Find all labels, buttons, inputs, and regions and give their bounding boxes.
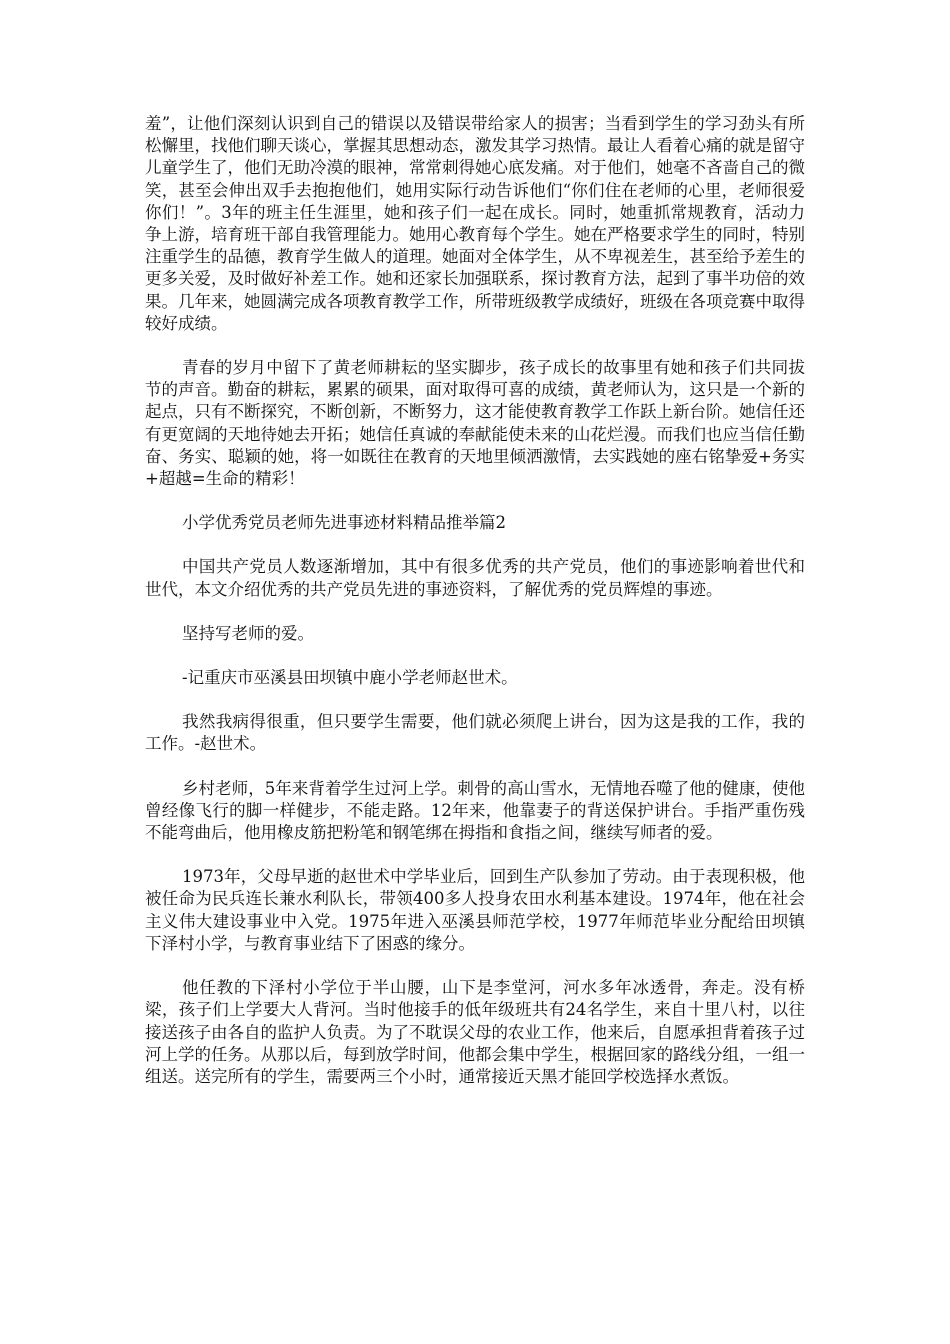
paragraph-10: 他任教的下泽村小学位于半山腰，山下是李堂河，河水多年冰透骨，奔走。没有桥梁，孩子们上学要大人背河。当时他接手的低年级班共有24名学生，来自十里八村，以往接送孩子由各自的监护人负责。为了不耽误父母的农业工作，他来后，自愿承担背着孩子过河上学的任务。从那以后，每到放学时间，他都会集中学生，根据回家的路线分组，一组一组送。送完所有的学生，需要两三个小时，通常接近天黑才能回学校选择水煮饭。	[145, 978, 805, 1086]
paragraph-2: 青春的岁月中留下了黄老师耕耘的坚实脚步，孩子成长的故事里有她和孩子们共同拔节的声音。勤奋的耕耘，累累的硕果，面对取得可喜的成绩，黄老师认为，这只是一个新的起点，只有不断探究，不断创新，不断努力，这才能使教育教学工作跃上新台阶。她信任还有更宽阔的天地待她去开拓；她信任真诚的奉献能使未来的山花烂漫。而我们也应当信任勤奋、务实、聪颖的她，将一如既往在教育的天地里倾洒激情，去实践她的座右铭挚爱+务实+超越=生命的精彩！	[145, 358, 805, 489]
paragraph-4: 中国共产党员人数逐渐增加，其中有很多优秀的共产党员，他们的事迹影响着世代和世代，本文介绍优秀的共产党员先进的事迹资料，了解优秀的党员辉煌的事迹。	[145, 557, 805, 599]
section-heading: 小学优秀党员老师先进事迹材料精品推举篇2	[182, 513, 506, 533]
paragraph-1: 羞”，让他们深刻认识到自己的错误以及错误带给家人的损害；当看到学生的学习劲头有所松懈里，找他们聊天谈心，掌握其思想动态，激发其学习热情。最让人看着心痛的就是留守儿童学生了，他们无助冷漠的眼神，常常刺得她心底发痛。对于他们，她毫不吝啬自己的微笑，甚至会伸出双手去抱抱他们，她用实际行动告诉他们“你们住在老师的心里，老师很爱你们！”。3年的班主任生涯里，她和孩子们一起在成长。同时，她重抓常规教育，活动力争上游，培育班干部自我管理能力。她用心教育每个学生。她在严格要求学生的同时，特别注重学生的品德，教育学生做人的道理。她面对全体学生，从不卑视差生，甚至给予差生的更多关爱，及时做好补差工作。她和还家长加强联系，探讨教育方法，起到了事半功倍的效果。几年来，她圆满完成各项教育教学工作，所带班级教学成绩好，班级在各项竞赛中取得较好成绩。	[145, 114, 805, 333]
paragraph-6: -记重庆市巫溪县田坝镇中鹿小学老师赵世术。	[182, 668, 518, 688]
paragraph-9: 1973年，父母早逝的赵世术中学毕业后，回到生产队参加了劳动。由于表现积极，他被任命为民兵连长兼水利队长，带领400多人投身农田水利基本建设。1974年，他在社会主义伟大建设事业中入党。1975年进入巫溪县师范学校，1977年师范毕业分配给田坝镇下泽村小学，与教育事业结下了困惑的缘分。	[145, 867, 805, 953]
paragraph-7: 我然我病得很重，但只要学生需要，他们就必须爬上讲台，因为这是我的工作，我的工作。-赵世术。	[145, 712, 805, 754]
paragraph-5: 坚持写老师的爱。	[182, 623, 314, 643]
paragraph-8: 乡村老师，5年来背着学生过河上学。刺骨的高山雪水，无情地吞噬了他的健康，使他曾经像飞行的脚一样健步，不能走路。12年来，他靠妻子的背送保护讲台。手指严重伤残不能弯曲后，他用橡皮筋把粉笔和钢笔绑在拇指和食指之间，继续写师者的爱。	[145, 778, 805, 843]
document-page	[145, 113, 805, 1110]
